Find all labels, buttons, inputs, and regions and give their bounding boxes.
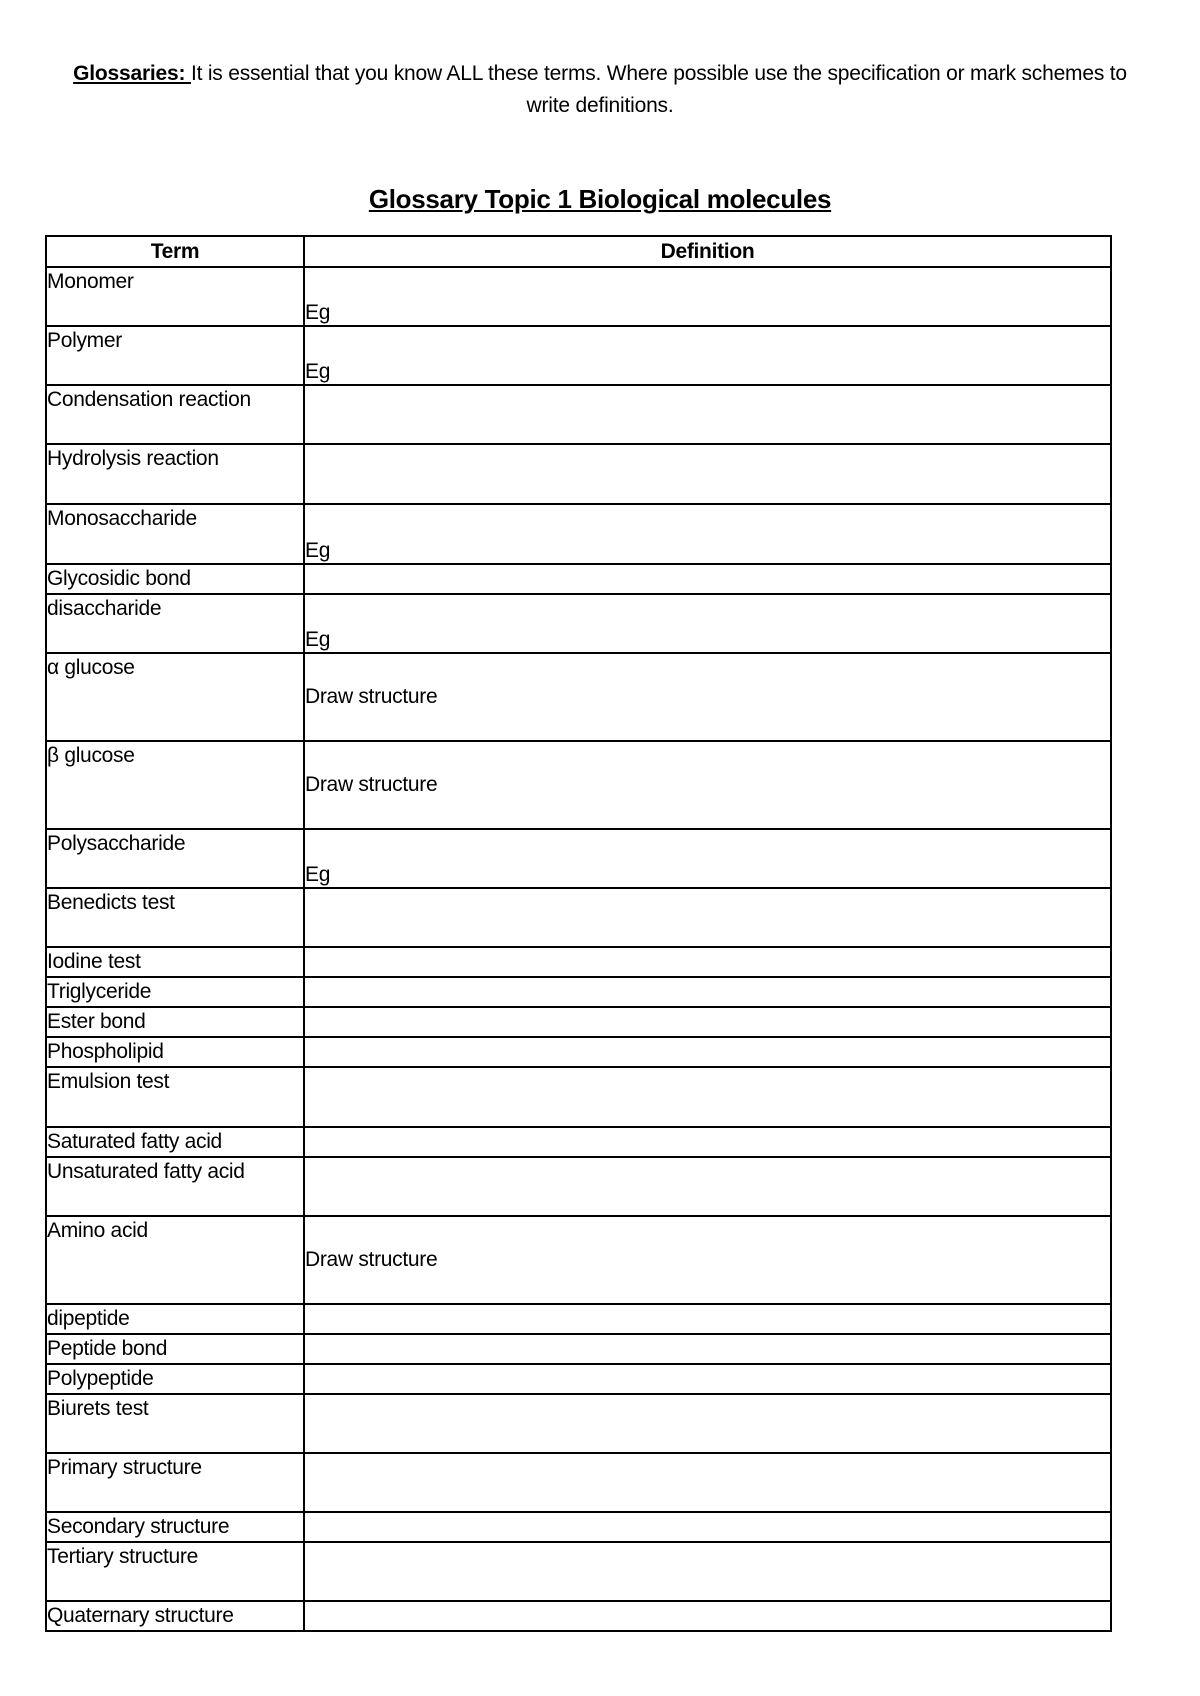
table-row	[46, 385, 1111, 444]
term-cell: Emulsion test	[46, 1067, 304, 1127]
definition-cell[interactable]	[304, 888, 1111, 947]
table-row	[46, 1364, 1111, 1394]
table-row	[46, 326, 1111, 385]
table-row	[46, 1542, 1111, 1601]
glossary-table	[45, 235, 1112, 1632]
definition-cell[interactable]	[304, 504, 1111, 564]
definition-cell[interactable]	[304, 1127, 1111, 1157]
definition-cell[interactable]	[304, 1512, 1111, 1542]
definition-cell[interactable]	[304, 564, 1111, 594]
definition-cell[interactable]	[304, 326, 1111, 385]
definition-cell[interactable]	[304, 1542, 1111, 1601]
definition-hint: Draw structure	[305, 1248, 438, 1271]
table-row	[46, 1007, 1111, 1037]
definition-cell[interactable]	[304, 977, 1111, 1007]
term-cell: disaccharide	[46, 594, 304, 653]
term-cell: Benedicts test	[46, 888, 304, 947]
table-row	[46, 444, 1111, 504]
table-row	[46, 267, 1111, 326]
definition-cell[interactable]	[304, 1037, 1111, 1067]
table-row	[46, 1394, 1111, 1453]
term-cell: Primary structure	[46, 1453, 304, 1512]
definition-cell[interactable]	[304, 1394, 1111, 1453]
table-row	[46, 1304, 1111, 1334]
intro-text: It is essential that you know ALL these terms. Where possible use the specification or mark schemes to write definitions.	[190, 62, 1127, 117]
definition-cell[interactable]	[304, 1216, 1111, 1304]
term-cell: Hydrolysis reaction	[46, 444, 304, 504]
definition-cell[interactable]	[304, 1067, 1111, 1127]
term-cell: Peptide bond	[46, 1334, 304, 1364]
table-row	[46, 1601, 1111, 1631]
table-row	[46, 1216, 1111, 1304]
definition-hint: Eg	[305, 301, 331, 324]
definition-cell[interactable]	[304, 1334, 1111, 1364]
definition-hint: Draw structure	[305, 685, 438, 708]
term-cell: Polymer	[46, 326, 304, 385]
term-cell: Iodine test	[46, 947, 304, 977]
term-cell: Monosaccharide	[46, 504, 304, 564]
term-cell: Ester bond	[46, 1007, 304, 1037]
definition-cell[interactable]	[304, 741, 1111, 829]
term-cell: Tertiary structure	[46, 1542, 304, 1601]
table-row	[46, 1334, 1111, 1364]
definition-cell[interactable]	[304, 594, 1111, 653]
table-header-row	[46, 236, 1111, 267]
term-cell: Monomer	[46, 267, 304, 326]
intro-lead: Glossaries:	[73, 62, 191, 85]
table-row	[46, 947, 1111, 977]
column-header-definition: Definition	[304, 236, 1111, 267]
definition-cell[interactable]	[304, 444, 1111, 504]
term-cell: α glucose	[46, 653, 304, 741]
term-cell: dipeptide	[46, 1304, 304, 1334]
term-cell: Phospholipid	[46, 1037, 304, 1067]
term-cell: Unsaturated fatty acid	[46, 1157, 304, 1216]
table-row	[46, 977, 1111, 1007]
definition-hint: Eg	[305, 863, 331, 886]
term-cell: Biurets test	[46, 1394, 304, 1453]
table-row	[46, 1157, 1111, 1216]
table-row	[46, 564, 1111, 594]
definition-cell[interactable]	[304, 267, 1111, 326]
table-row	[46, 888, 1111, 947]
table-row	[46, 1067, 1111, 1127]
page-title: Glossary Topic 1 Biological molecules	[368, 184, 832, 214]
definition-hint: Eg	[305, 628, 331, 651]
term-cell: Quaternary structure	[46, 1601, 304, 1631]
definition-hint: Draw structure	[305, 773, 438, 796]
definition-cell[interactable]	[304, 653, 1111, 741]
intro-instructions	[60, 58, 1140, 122]
table-row	[46, 1037, 1111, 1067]
column-header-term: Term	[46, 236, 304, 267]
table-row	[46, 1453, 1111, 1512]
term-cell: Amino acid	[46, 1216, 304, 1304]
definition-cell[interactable]	[304, 947, 1111, 977]
table-row	[46, 594, 1111, 653]
table-row	[46, 653, 1111, 741]
term-cell: Condensation reaction	[46, 385, 304, 444]
definition-cell[interactable]	[304, 1364, 1111, 1394]
term-cell: β glucose	[46, 741, 304, 829]
term-cell: Saturated fatty acid	[46, 1127, 304, 1157]
term-cell: Glycosidic bond	[46, 564, 304, 594]
term-cell: Polypeptide	[46, 1364, 304, 1394]
definition-cell[interactable]	[304, 385, 1111, 444]
table-row	[46, 741, 1111, 829]
term-cell: Triglyceride	[46, 977, 304, 1007]
definition-hint: Eg	[305, 360, 331, 383]
table-row	[46, 1512, 1111, 1542]
table-row	[46, 829, 1111, 888]
definition-cell[interactable]	[304, 829, 1111, 888]
definition-cell[interactable]	[304, 1453, 1111, 1512]
term-cell: Polysaccharide	[46, 829, 304, 888]
definition-cell[interactable]	[304, 1304, 1111, 1334]
table-row	[46, 504, 1111, 564]
table-row	[46, 1127, 1111, 1157]
definition-cell[interactable]	[304, 1007, 1111, 1037]
definition-cell[interactable]	[304, 1157, 1111, 1216]
definition-hint: Eg	[305, 539, 331, 562]
term-cell: Secondary structure	[46, 1512, 304, 1542]
definition-cell[interactable]	[304, 1601, 1111, 1631]
